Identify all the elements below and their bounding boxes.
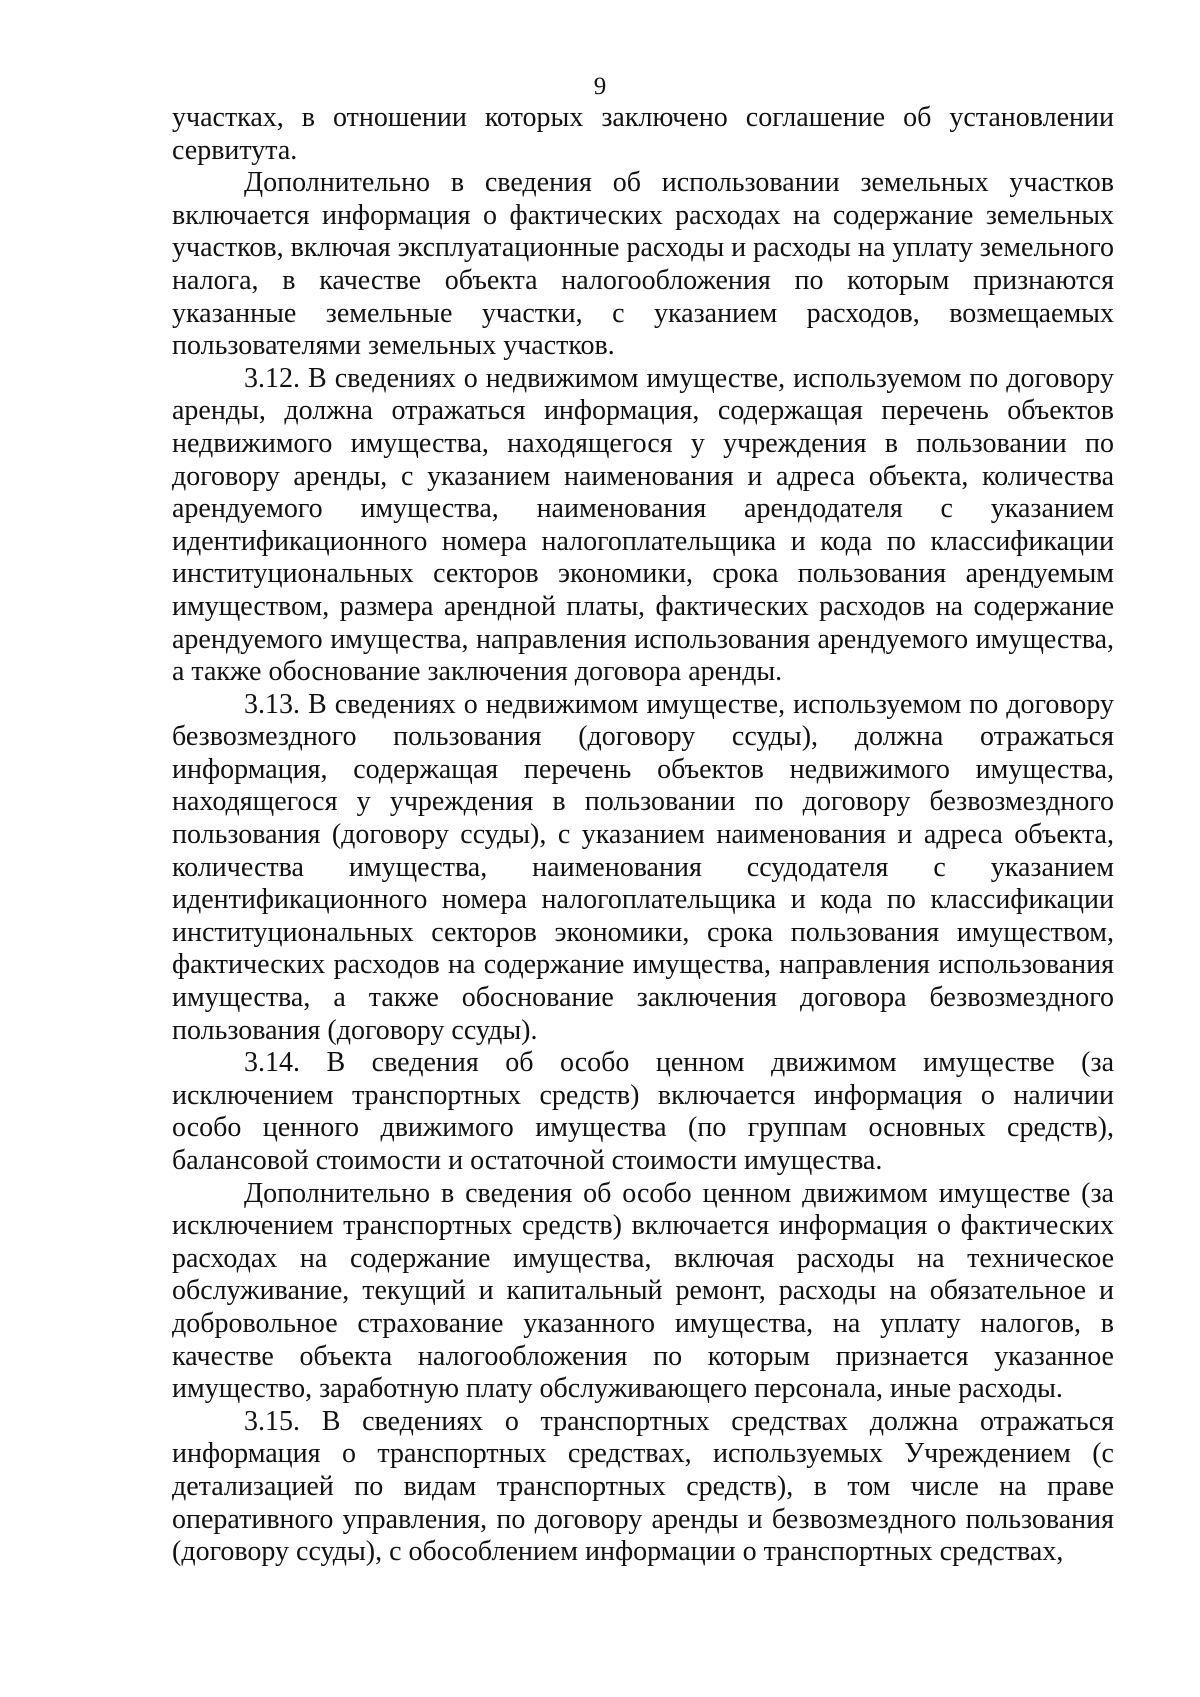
page-number: 9 (593, 73, 607, 100)
paragraph-3-14-movable-property: 3.14. В сведения об особо ценном движимом имуществе (за исключением транспортных средств) включается информация о наличии особо ценного движимого имущества (по группам основных средств), балансовой стоимости и остаточной стоимости имущества. (172, 1047, 1114, 1176)
paragraph-3-15-vehicles: 3.15. В сведениях о транспортных средствах должна отражаться информация о транспортных средствах, используемых Учреждением (с детализацией по видам транспортных средств), в том числе на праве оперативного управления, по договору аренды и безвозмездного пользования (договору ссуды), с обособлением информации о транспортных средствах, (172, 1405, 1114, 1568)
paragraph-3-12-lease: 3.12. В сведениях о недвижимом имуществе, используемом по договору аренды, должна отражаться информация, содержащая перечень объектов недвижимого имущества, находящегося у учреждения в пользовании по договору аренды, с указанием наименования и адреса объекта, количества арендуемого имущества, наименования арендодателя с указанием идентификационного номера налогоплательщика и кода по классификации институциональных секторов экономики, срока пользования арендуемым имуществом, размера арендной платы, фактических расходов на содержание арендуемого имущества, направления использования арендуемого имущества, а также обоснование заключения договора аренды. (172, 362, 1114, 688)
paragraph-land-expenses: Дополнительно в сведения об использовании земельных участков включается информация о фактических расходах на содержание земельных участков, включая эксплуатационные расходы и расходы на уплату земельного налога, в качестве объекта налогообложения по которым признаются указанные земельные участки, с указанием расходов, возмещаемых пользователями земельных участков. (172, 167, 1114, 362)
document-body (172, 102, 1114, 1569)
paragraph-3-13-free-use: 3.13. В сведениях о недвижимом имуществе, используемом по договору безвозмездного пользования (договору ссуды), должна отражаться информация, содержащая перечень объектов недвижимого имущества, находящегося у учреждения в пользовании по договору безвозмездного пользования (договору ссуды), с указанием наименования и адреса объекта, количества имущества, наименования ссудодателя с указанием идентификационного номера налогоплательщика и кода по классификации институциональных секторов экономики, срока пользования имуществом, фактических расходов на содержание имущества, направления использования имущества, а также обоснование заключения договора безвозмездного пользования (договору ссуды). (172, 688, 1114, 1046)
paragraph-continuation: участках, в отношении которых заключено соглашение об установлении сервитута. (172, 102, 1114, 166)
paragraph-movable-property-expenses: Дополнительно в сведения об особо ценном движимом имуществе (за исключением транспортных средств) включается информация о фактических расходах на содержание имущества, включая расходы на техническое обслуживание, текущий и капитальный ремонт, расходы на обязательное и добровольное страхование указанного имущества, на уплату налогов, в качестве объекта налогообложения по которым признается указанное имущество, заработную плату обслуживающего персонала, иные расходы. (172, 1177, 1114, 1405)
